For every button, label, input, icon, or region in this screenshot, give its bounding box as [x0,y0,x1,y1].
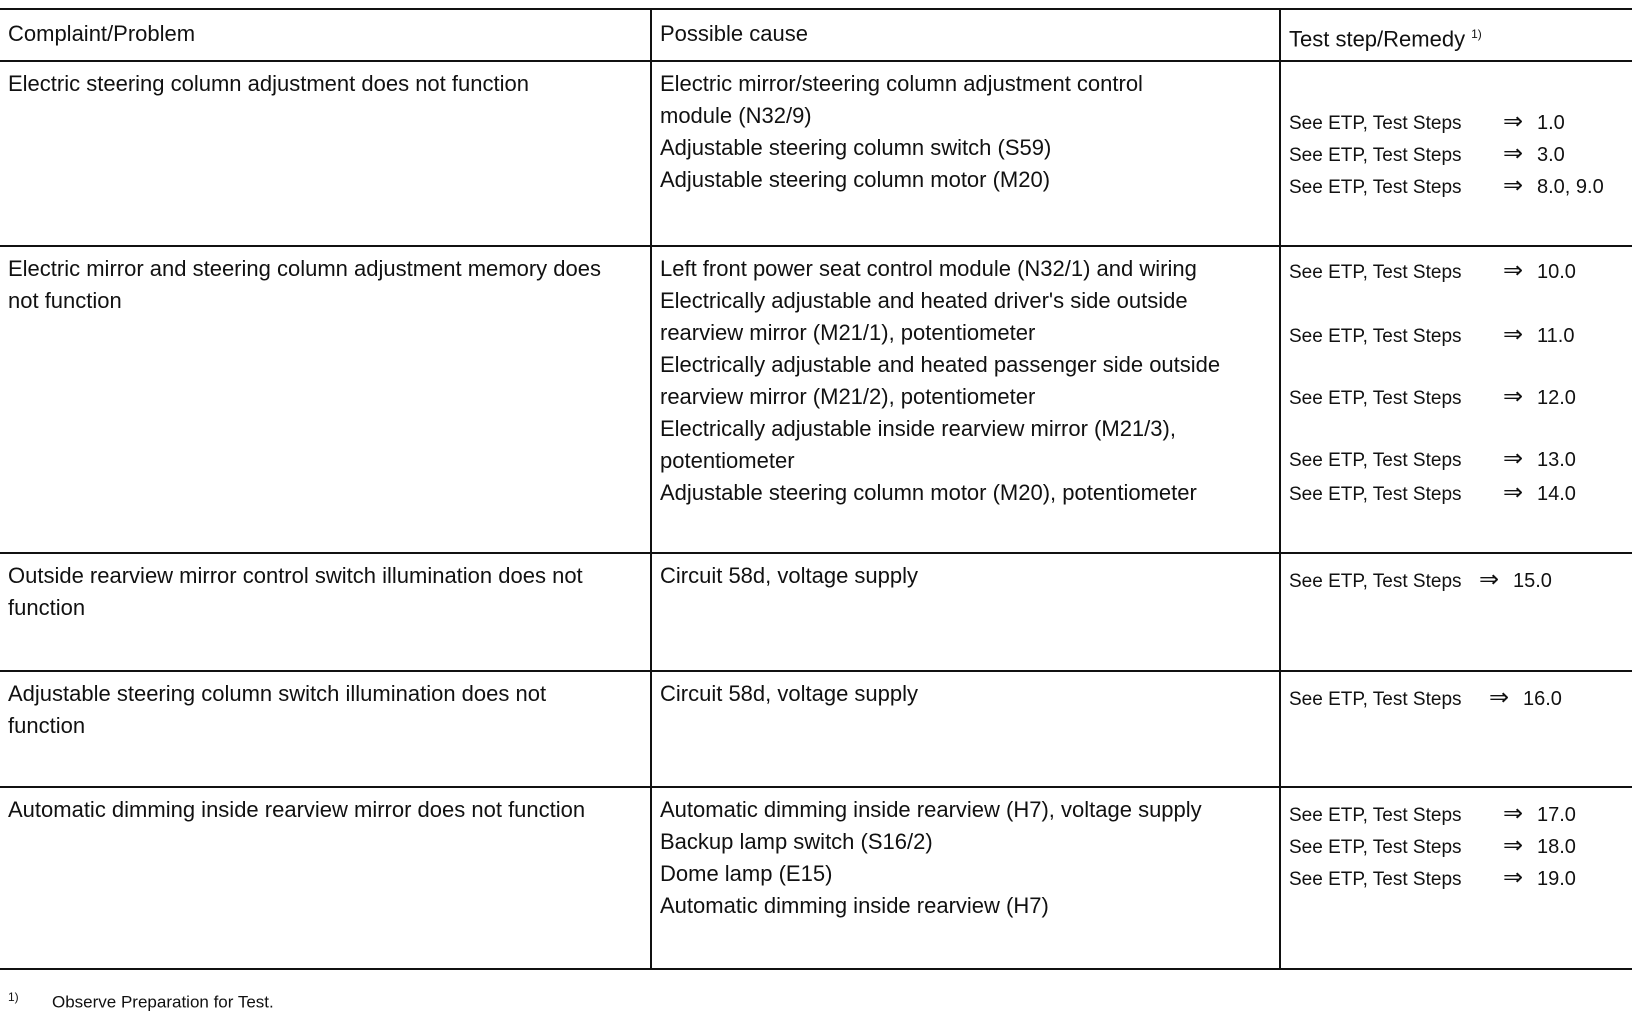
cause-cell [652,62,1281,245]
arrow-right-icon: ⇒ [1503,257,1524,284]
remedy-see: See ETP, Test Steps [1289,869,1462,890]
arrow-right-icon: ⇒ [1503,864,1524,891]
remedy-see: See ETP, Test Steps [1289,262,1462,283]
remedy-step: 16.0 [1523,688,1562,710]
footnote [8,990,274,1013]
table-row [0,788,1632,970]
cause-text: Electric mirror/steering column adjustment control [660,71,1143,96]
header-remedy [1281,10,1632,60]
remedy-see: See ETP, Test Steps [1289,571,1462,592]
complaint-text: not function [8,288,122,313]
cause-text: Adjustable steering column motor (M20), potentiometer [660,480,1197,505]
complaint-text: function [8,713,86,738]
arrow-right-icon: ⇒ [1503,321,1524,348]
remedy-line [1289,138,1565,172]
footnote-text: Observe Preparation for Test. [52,992,274,1012]
arrow-right-icon: ⇒ [1479,566,1500,593]
remedy-line [1289,443,1576,477]
cause-text: Electrically adjustable inside rearview mirror (M21/3), [660,416,1176,441]
cause-text: Automatic dimming inside rearview (H7), voltage supply [660,797,1202,822]
arrow-right-icon: ⇒ [1489,684,1510,711]
table-header-row [0,10,1632,62]
remedy-line [1289,862,1576,896]
arrow-right-icon: ⇒ [1503,383,1524,410]
header-cause: Possible cause [652,10,1281,60]
complaint-text: Adjustable steering column switch illumination does not [8,681,547,706]
remedy-cell [1281,788,1632,968]
table-row [0,62,1632,247]
remedy-step: 3.0 [1537,144,1565,166]
arrow-right-icon: ⇒ [1503,108,1524,135]
remedy-line [1289,564,1552,598]
cause-text: Circuit 58d, voltage supply [660,563,919,588]
remedy-step: 14.0 [1537,483,1576,505]
cause-cell [652,788,1281,968]
remedy-step: 15.0 [1513,570,1552,592]
diagnosis-table [0,8,1632,970]
arrow-right-icon: ⇒ [1503,832,1524,859]
remedy-line [1289,477,1576,511]
arrow-right-icon: ⇒ [1503,800,1524,827]
remedy-step: 13.0 [1537,449,1576,471]
complaint-text: Outside rearview mirror control switch illumination does not [8,563,583,588]
table-row [0,247,1632,554]
footnote-mark: 1) [8,990,19,1004]
complaint-cell [0,672,652,786]
cause-text: module (N32/9) [660,103,812,128]
cause-text: Automatic dimming inside rearview (H7) [660,893,1049,918]
cause-text: Left front power seat control module (N32/1) and wiring [660,256,1197,281]
remedy-step: 12.0 [1537,387,1576,409]
remedy-line [1289,106,1565,140]
cause-cell [652,672,1281,786]
remedy-cell [1281,554,1632,670]
remedy-line [1289,798,1576,832]
complaint-text: Electric mirror and steering column adjustment memory does [8,256,602,281]
footnote-mark: 1) [1471,27,1482,41]
remedy-step: 18.0 [1537,836,1576,858]
remedy-line [1289,682,1562,716]
remedy-line [1289,255,1576,289]
cause-text: rearview mirror (M21/2), potentiometer [660,384,1036,409]
remedy-see: See ETP, Test Steps [1289,689,1462,710]
remedy-step: 19.0 [1537,868,1576,890]
table-row [0,672,1632,788]
cause-text: Adjustable steering column switch (S59) [660,135,1052,160]
remedy-step: 17.0 [1537,804,1576,826]
remedy-cell [1281,62,1632,245]
remedy-step: 1.0 [1537,112,1565,134]
remedy-see: See ETP, Test Steps [1289,177,1462,198]
complaint-cell [0,554,652,670]
table-row [0,554,1632,672]
remedy-line [1289,170,1604,204]
remedy-line [1289,381,1576,415]
cause-text: potentiometer [660,448,795,473]
complaint-text: Automatic dimming inside rearview mirror does not function [8,797,586,822]
header-complaint: Complaint/Problem [0,10,652,60]
remedy-cell [1281,672,1632,786]
cause-text: Circuit 58d, voltage supply [660,681,919,706]
remedy-step: 11.0 [1537,325,1575,347]
cause-text: Electrically adjustable and heated driver's side outside [660,288,1188,313]
arrow-right-icon: ⇒ [1503,445,1524,472]
cause-text: Backup lamp switch (S16/2) [660,829,933,854]
complaint-cell [0,62,652,245]
complaint-cell [0,247,652,552]
remedy-see: See ETP, Test Steps [1289,113,1462,134]
arrow-right-icon: ⇒ [1503,140,1524,167]
cause-text: rearview mirror (M21/1), potentiometer [660,320,1036,345]
complaint-text: Electric steering column adjustment does not function [8,71,529,96]
remedy-line [1289,830,1576,864]
remedy-line [1289,319,1574,353]
remedy-step: 10.0 [1537,261,1576,283]
complaint-text: function [8,595,86,620]
remedy-see: See ETP, Test Steps [1289,388,1462,409]
cause-text: Electrically adjustable and heated passenger side outside [660,352,1221,377]
arrow-right-icon: ⇒ [1503,479,1524,506]
cause-cell [652,554,1281,670]
cause-text: Dome lamp (E15) [660,861,833,886]
complaint-cell [0,788,652,968]
remedy-see: See ETP, Test Steps [1289,484,1462,505]
remedy-see: See ETP, Test Steps [1289,805,1462,826]
remedy-cell [1281,247,1632,552]
remedy-see: See ETP, Test Steps [1289,145,1462,166]
cause-cell [652,247,1281,552]
header-remedy-label: Test step/Remedy [1289,26,1466,52]
remedy-see: See ETP, Test Steps [1289,450,1462,471]
cause-text: Adjustable steering column motor (M20) [660,167,1051,192]
remedy-see: See ETP, Test Steps [1289,326,1462,347]
remedy-step: 8.0, 9.0 [1537,176,1604,198]
remedy-see: See ETP, Test Steps [1289,837,1462,858]
arrow-right-icon: ⇒ [1503,172,1524,199]
